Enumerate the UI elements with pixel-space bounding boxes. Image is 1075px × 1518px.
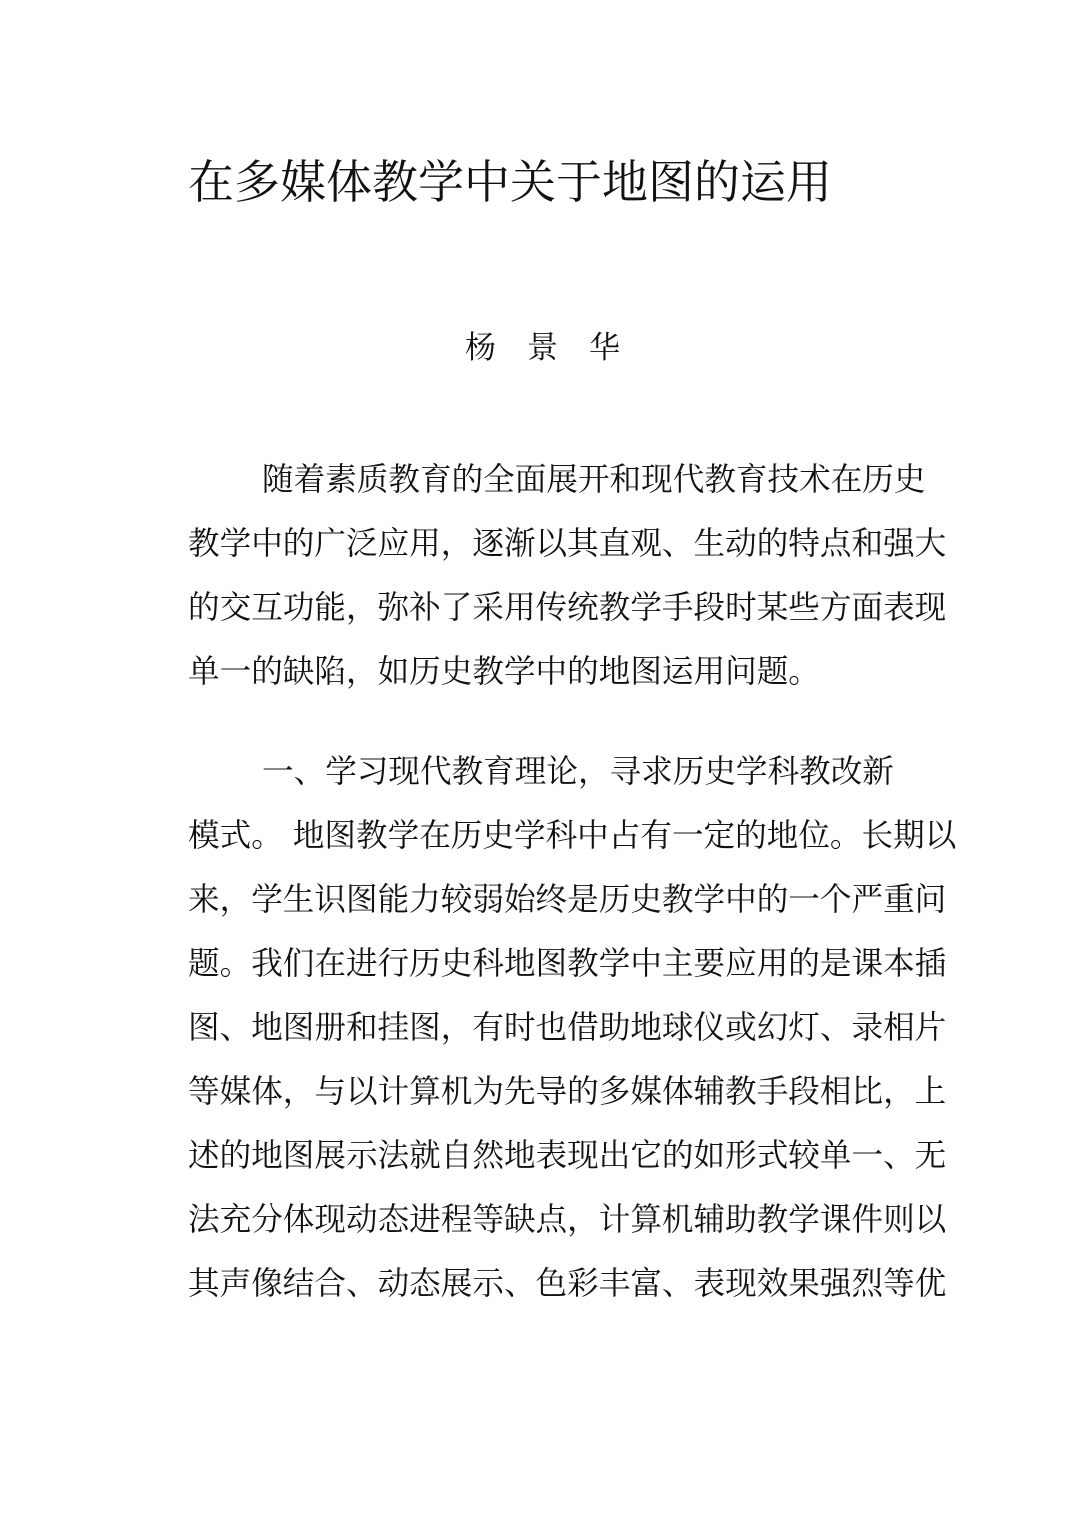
paragraph-2-line-3: 来，学生识图能力较弱始终是历史教学中的一个严重问 bbox=[188, 882, 947, 918]
paragraph-1-line-1: 随着素质教育的全面展开和现代教育技术在历史 bbox=[262, 462, 926, 498]
paragraph-1-line-2: 教学中的广泛应用，逐渐以其直观、生动的特点和强大 bbox=[188, 526, 947, 562]
paragraph-2-line-2: 模式。 地图教学在历史学科中占有一定的地位。长期以 bbox=[188, 818, 957, 854]
paragraph-2-line-1: 一、学习现代教育理论，寻求历史学科教改新 bbox=[262, 754, 894, 790]
paragraph-1-line-4: 单一的缺陷，如历史教学中的地图运用问题。 bbox=[188, 654, 820, 690]
paragraph-2-line-5: 图、地图册和挂图，有时也借助地球仪或幻灯、录相片 bbox=[188, 1010, 947, 1046]
paragraph-2-line-6: 等媒体，与以计算机为先导的多媒体辅教手段相比，上 bbox=[188, 1074, 947, 1110]
paragraph-2-line-9: 其声像结合、动态展示、色彩丰富、表现效果强烈等优 bbox=[188, 1266, 947, 1302]
paragraph-2-line-7: 述的地图展示法就自然地表现出它的如形式较单一、无 bbox=[188, 1138, 947, 1174]
paragraph-2-line-8: 法充分体现动态进程等缺点，计算机辅助教学课件则以 bbox=[188, 1202, 947, 1238]
author-name: 杨 景 华 bbox=[465, 330, 620, 366]
paragraph-2-line-4: 题。我们在进行历史科地图教学中主要应用的是课本插 bbox=[188, 946, 947, 982]
paragraph-1-line-3: 的交互功能，弥补了采用传统教学手段时某些方面表现 bbox=[188, 590, 947, 626]
document-title: 在多媒体教学中关于地图的运用 bbox=[188, 155, 832, 209]
